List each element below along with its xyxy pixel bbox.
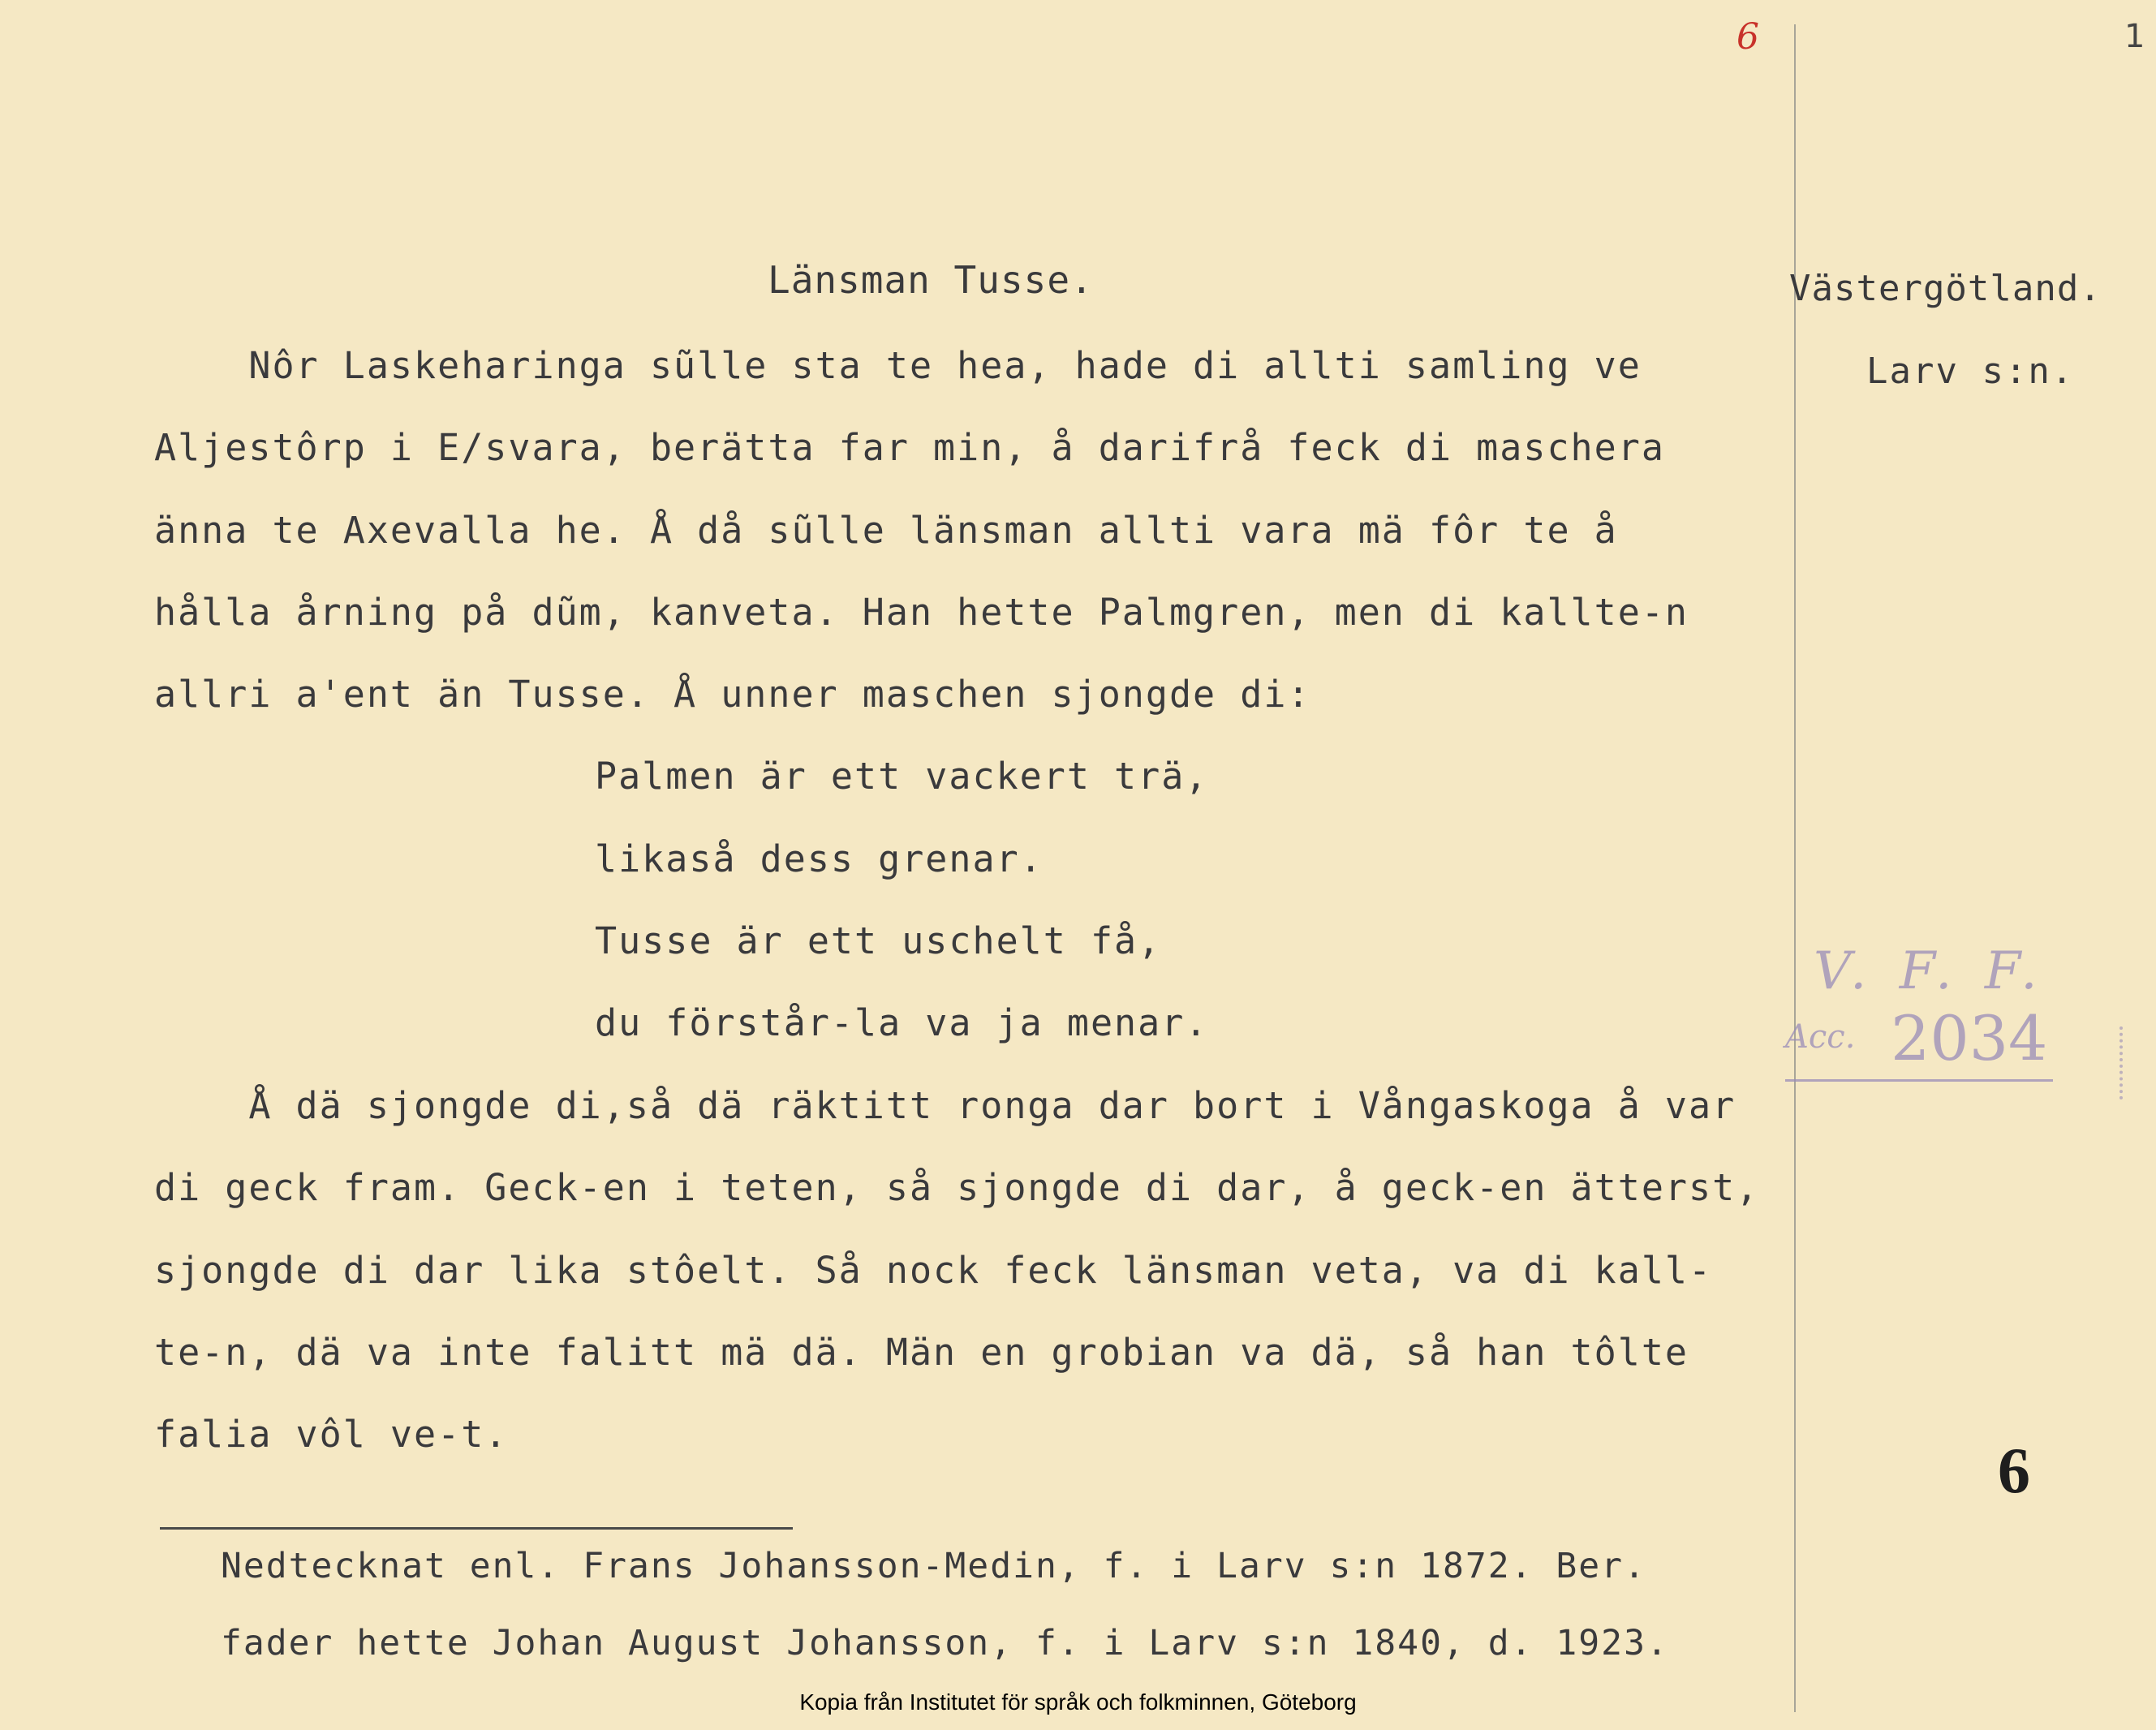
verse-line: Tusse är ett uschelt få, <box>595 919 1162 962</box>
top-page-number: 1 <box>2124 18 2145 55</box>
text-line: änna te Axevalla he. Å då sũlle länsman allti vara mä fôr te å <box>154 509 1618 552</box>
footnote-rule <box>160 1527 793 1530</box>
text-line: di geck fram. Geck-en i teten, så sjongde di dar, å geck-en ätterst, <box>154 1166 1760 1209</box>
stamp-acc-number: 2034 <box>1891 1002 2048 1074</box>
stamp-underline <box>1785 1079 2053 1082</box>
text-line: Nôr Laskeharinga sũlle sta te hea, hade di allti samling ve <box>154 344 1642 387</box>
verse-line: likaså dess grenar. <box>595 837 1044 880</box>
stamp-edge-mark <box>2119 1026 2156 1100</box>
text-line: allri a'ent än Tusse. Å unner maschen sjongde di: <box>154 673 1311 716</box>
note-line: Nedtecknat enl. Frans Johansson-Medin, f. i Larv s:n 1872. Ber. <box>221 1546 1646 1586</box>
page-number: 6 <box>1998 1435 2030 1507</box>
parish-label: Larv s:n. <box>1866 351 2075 392</box>
verse-line: Palmen är ett vackert trä, <box>595 755 1209 798</box>
stamp-acc-label: Acc. <box>1785 1018 1856 1056</box>
red-page-number: 6 <box>1736 16 1759 58</box>
stamp-vff: V. F. F. <box>1814 941 2046 1001</box>
text-line: hålla årning på dũm, kanveta. Han hette Palmgren, men di kallte-n <box>154 591 1689 634</box>
text-line: falia vôl ve-t. <box>154 1413 509 1456</box>
text-line: sjongde di dar lika stôelt. Så nock feck länsman veta, va di kall- <box>154 1249 1713 1292</box>
text-line: Å dä sjongde di,så dä räktitt ronga dar bort i Vångaskoga å var <box>154 1084 1736 1127</box>
verse-line: du förstår-la va ja menar. <box>595 1001 1209 1044</box>
page-title: Länsman Tusse. <box>768 258 1094 302</box>
footer-caption: Kopia från Institutet för språk och folkminnen, Göteborg <box>799 1689 1357 1715</box>
text-line: te-n, dä va inte falitt mä dä. Män en grobian va dä, så han tôlte <box>154 1331 1689 1374</box>
region-label: Västergötland. <box>1789 268 2102 309</box>
note-line: fader hette Johan August Johansson, f. i Larv s:n 1840, d. 1923. <box>221 1623 1669 1663</box>
text-line: Aljestôrp i E/svara, berätta far min, å darifrå feck di maschera <box>154 426 1665 469</box>
